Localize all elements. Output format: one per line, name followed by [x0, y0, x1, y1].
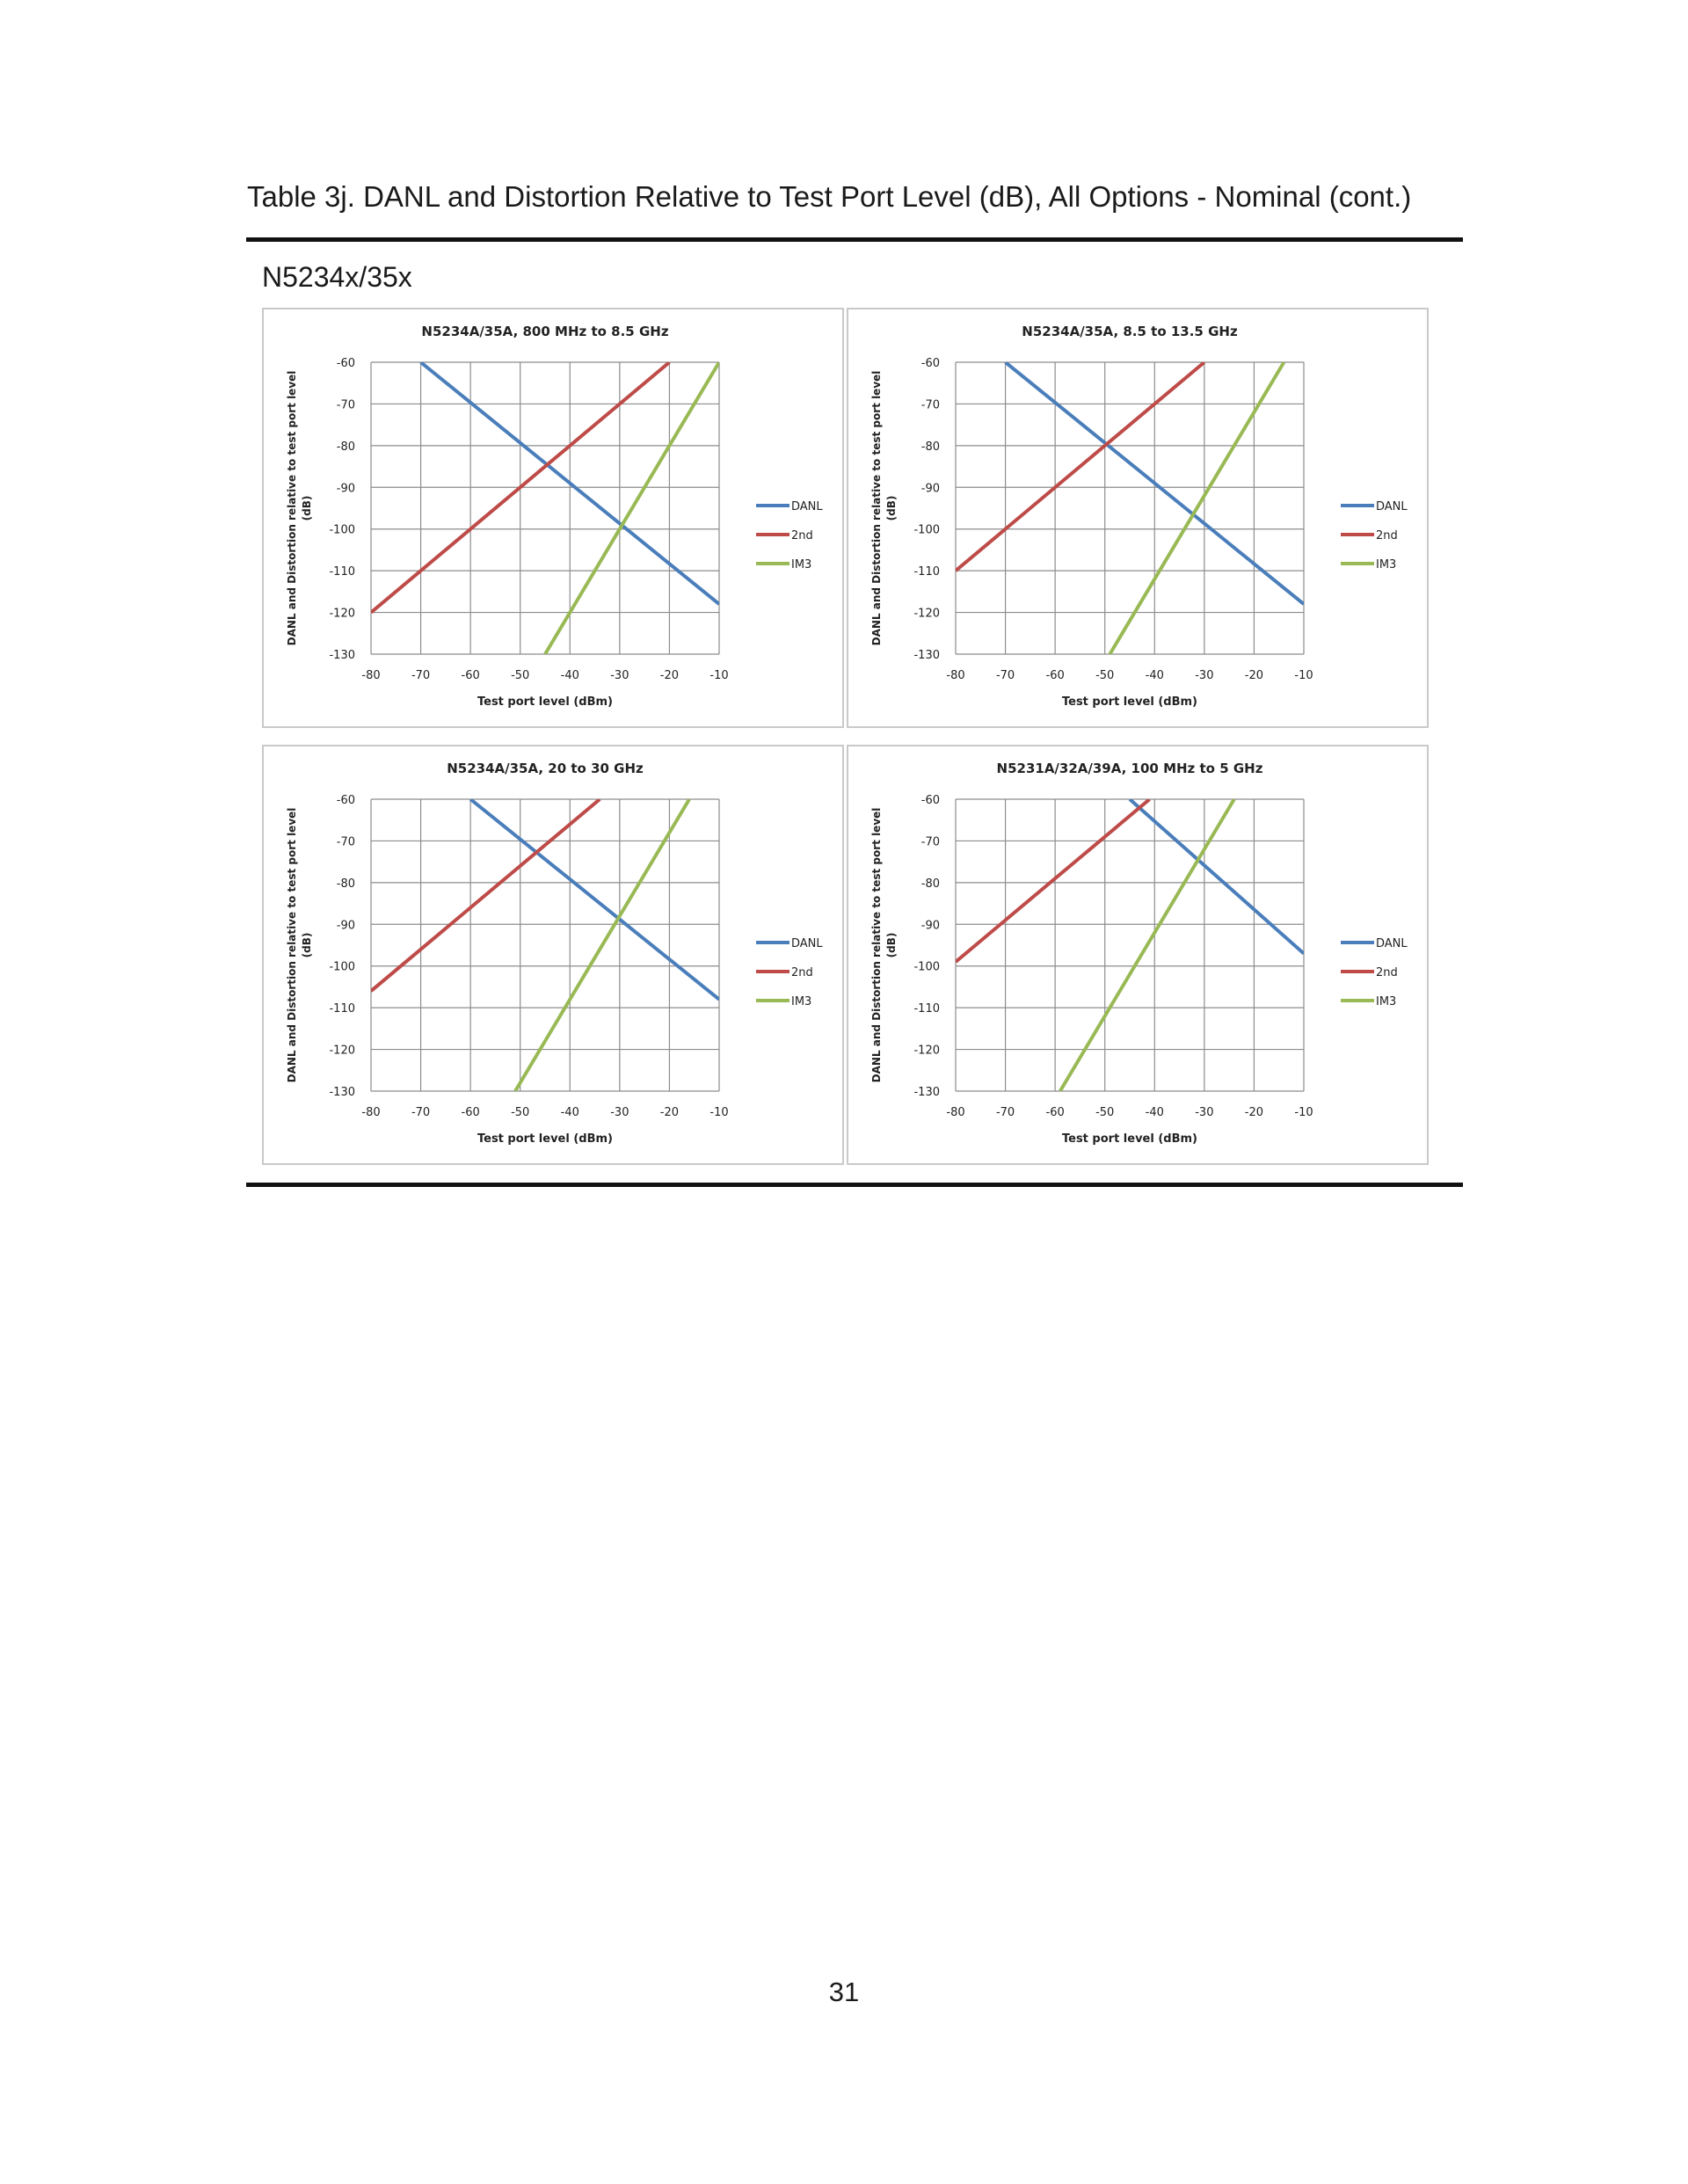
chart-title: N5234A/35A, 800 MHz to 8.5 GHz: [421, 324, 669, 339]
series-line-2nd: [956, 362, 1204, 571]
x-tick-label: -40: [1145, 669, 1164, 682]
y-tick-label: -90: [336, 919, 355, 933]
x-axis-label: Test port level (dBm): [477, 1132, 614, 1146]
chart-3: [264, 746, 846, 1167]
y-tick-label: -100: [329, 523, 355, 537]
y-tick-label: -70: [920, 835, 940, 849]
legend-label-im3: IM3: [791, 995, 812, 1008]
chart-panel-3: [262, 745, 844, 1165]
y-axis-label: DANL and Distortion relative to test port level (dB): [286, 370, 313, 646]
chart-panel-2: [847, 308, 1429, 728]
y-tick-label: -120: [329, 607, 355, 621]
bottom-rule: [246, 1183, 1463, 1187]
y-tick-label: -80: [336, 440, 355, 454]
y-tick-label: -60: [336, 794, 355, 807]
legend-label-im3: IM3: [1376, 558, 1397, 571]
x-tick-label: -60: [1045, 669, 1065, 682]
x-tick-label: -30: [1195, 669, 1214, 682]
y-tick-label: -100: [913, 523, 940, 537]
y-tick-label: -90: [336, 482, 355, 496]
chart-1: [264, 309, 846, 730]
top-rule: [246, 237, 1463, 242]
legend-label-danl: DANL: [1376, 937, 1408, 950]
chart-2: [848, 309, 1430, 730]
x-tick-label: -40: [560, 669, 579, 682]
y-tick-label: -80: [920, 440, 940, 454]
legend-label-2nd: 2nd: [791, 529, 813, 542]
y-tick-label: -120: [913, 607, 940, 621]
model-subtitle: N5234x/35x: [262, 261, 412, 293]
legend-label-danl: DANL: [791, 500, 823, 513]
x-tick-label: -50: [511, 1106, 530, 1119]
y-tick-label: -80: [336, 877, 355, 891]
y-axis-label: DANL and Distortion relative to test port level (dB): [870, 370, 898, 646]
series-line-im3: [515, 799, 689, 1091]
y-tick-label: -90: [920, 919, 940, 933]
x-tick-label: -80: [361, 669, 381, 682]
y-tick-label: -110: [913, 1002, 940, 1016]
x-tick-label: -20: [1244, 669, 1264, 682]
x-tick-label: -30: [610, 669, 629, 682]
y-tick-label: -60: [920, 794, 940, 807]
y-axis-label: DANL and Distortion relative to test port level (dB): [870, 807, 898, 1083]
x-tick-label: -30: [610, 1106, 629, 1119]
x-tick-label: -20: [659, 1106, 680, 1119]
series-line-2nd: [956, 799, 1150, 962]
y-tick-label: -130: [913, 1086, 940, 1099]
y-tick-label: -60: [336, 357, 355, 370]
x-tick-label: -60: [1045, 1106, 1065, 1119]
x-tick-label: -70: [995, 1106, 1015, 1119]
series-line-im3: [545, 362, 719, 654]
x-tick-label: -40: [1145, 1106, 1164, 1119]
chart-title: N5234A/35A, 8.5 to 13.5 GHz: [1022, 324, 1238, 339]
chart-panel-4: [847, 745, 1429, 1165]
legend-label-2nd: 2nd: [791, 966, 813, 979]
series-line-2nd: [371, 799, 600, 991]
y-tick-label: -100: [913, 960, 940, 974]
y-axis-label: DANL and Distortion relative to test port level (dB): [286, 807, 313, 1083]
x-tick-label: -60: [461, 669, 480, 682]
y-tick-label: -130: [329, 1086, 355, 1099]
y-tick-label: -130: [329, 649, 355, 662]
y-tick-label: -90: [920, 482, 940, 496]
x-tick-label: -80: [946, 1106, 965, 1119]
x-tick-label: -60: [461, 1106, 480, 1119]
chart-title: N5231A/32A/39A, 100 MHz to 5 GHz: [996, 761, 1263, 776]
y-tick-label: -110: [329, 565, 355, 579]
page-number: 31: [828, 1977, 860, 2007]
chart-title: N5234A/35A, 20 to 30 GHz: [447, 761, 644, 776]
y-tick-label: -110: [329, 1002, 355, 1016]
y-tick-label: -60: [920, 357, 940, 370]
chart-panel-1: [262, 308, 844, 728]
series-line-danl: [470, 799, 719, 1000]
legend-label-danl: DANL: [791, 937, 823, 950]
y-tick-label: -70: [336, 835, 355, 849]
x-axis-label: Test port level (dBm): [1061, 1132, 1198, 1146]
x-tick-label: -50: [511, 669, 530, 682]
legend-label-im3: IM3: [1376, 995, 1397, 1008]
x-tick-label: -50: [1095, 669, 1115, 682]
x-tick-label: -80: [946, 669, 965, 682]
y-tick-label: -110: [913, 565, 940, 579]
y-tick-label: -130: [913, 649, 940, 662]
x-tick-label: -20: [1244, 1106, 1264, 1119]
x-axis-label: Test port level (dBm): [477, 695, 614, 709]
legend-label-2nd: 2nd: [1376, 529, 1398, 542]
y-tick-label: -120: [913, 1044, 940, 1058]
x-tick-label: -50: [1095, 1106, 1115, 1119]
x-tick-label: -10: [1294, 669, 1313, 682]
x-tick-label: -30: [1195, 1106, 1214, 1119]
series-line-im3: [1060, 799, 1234, 1091]
x-tick-label: -10: [709, 1106, 729, 1119]
legend-label-2nd: 2nd: [1376, 966, 1398, 979]
x-tick-label: -10: [1294, 1106, 1313, 1119]
x-tick-label: -40: [560, 1106, 579, 1119]
y-tick-label: -80: [920, 877, 940, 891]
x-tick-label: -70: [411, 669, 431, 682]
page-title: Table 3j. DANL and Distortion Relative to Test Port Level (dB), All Options - Nominal (cont.): [247, 180, 1412, 213]
legend-label-im3: IM3: [791, 558, 812, 571]
x-tick-label: -70: [995, 669, 1015, 682]
x-tick-label: -70: [411, 1106, 431, 1119]
y-tick-label: -120: [329, 1044, 355, 1058]
x-tick-label: -80: [361, 1106, 381, 1119]
y-tick-label: -70: [336, 398, 355, 412]
y-tick-label: -100: [329, 960, 355, 974]
x-axis-label: Test port level (dBm): [1061, 695, 1198, 709]
y-tick-label: -70: [920, 398, 940, 412]
legend-label-danl: DANL: [1376, 500, 1408, 513]
x-tick-label: -20: [659, 669, 680, 682]
x-tick-label: -10: [709, 669, 729, 682]
series-line-im3: [1110, 362, 1284, 654]
chart-4: [848, 746, 1430, 1167]
